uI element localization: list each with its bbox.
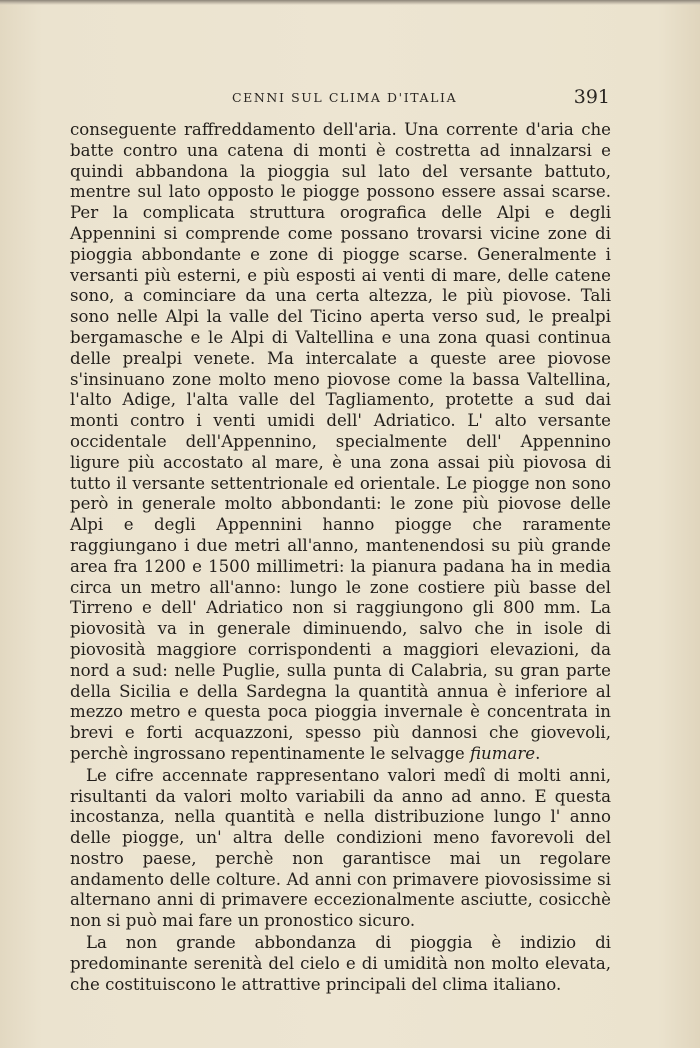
page-top-edge (0, 0, 700, 5)
running-head (70, 86, 610, 112)
paragraph-1-end: . (535, 743, 541, 763)
paragraph-3: La non grande abbondanza di pioggia è indizio di predominante serenità del cielo e di umidità non molto elevata, che costituiscono le attrattive principali del clima italiano. (70, 933, 611, 994)
running-title: CENNI SUL CLIMA D'ITALIA (232, 90, 458, 105)
paragraph-1-italic-word: fiumare (469, 743, 536, 763)
paragraph-1 (70, 120, 611, 765)
page-number: 391 (573, 86, 610, 108)
paragraph-2: Le cifre accennate rappresentano valori medî di molti anni, risultanti da valori molto variabili da anno ad anno. E questa incostanza, nella quantità e nella distribuzione lungo l' anno delle piogge, un' altra delle condizioni meno favorevoli del nostro paese, perchè non garantisce mai un regolare andamento delle colture. Ad anni con primavere piovosissime si alternano anni di primavere eccezionalmente asciutte, cosicchè non si può mai fare un pronostico sicuro. (70, 765, 611, 931)
body-text (70, 120, 611, 995)
paragraph-1-text: conseguente raffreddamento dell'aria. Una corrente d'aria che batte contro una catena di monti è costretta ad innalzarsi e quindi abbandona la pioggia sul lato del versante battuto, mentre sul lato opposto le piogge possono essere assai scarse. Per la complicata struttura orografica delle Alpi e degli Appennini si comprende come possano trovarsi vicine zone di pioggia abbondante e zone di piogge scarse. Generalmente i versanti più esterni, e più esposti ai venti di mare, delle catene sono, a cominciare da una certa altezza, le più piovose. Tali sono nelle Alpi la valle del Ticino aperta verso sud, le prealpi bergamasche e le Alpi di Valtellina e una zona quasi continua delle prealpi venete. Ma intercalate a queste aree piovose s'insinuano zone molto meno piovose come la bassa Valtellina, l'alto Adige, l'alta valle del Tagliamento, protette a sud dai monti contro i venti umidi dell' Adriatico. L' alto versante occidentale dell'Appennino, specialmente dell' Appennino ligure più accostato al mare, è una zona assai più piovosa di tutto il versante settentrionale ed orientale. Le piogge non sono però in generale molto abbondanti: le zone più piovose delle Alpi e degli Appennini hanno piogge che raramente raggiungano i due metri all'anno, mantenendosi su più grande area fra 1200 e 1500 millimetri: la pianura padana ha in media circa un metro all'anno: lungo le zone costiere più basse del Tirreno e dell' Adriatico non si raggiungono gli 800 mm. La piovosità va in generale diminuendo, salvo che in isole di piovosità maggiore corrispondenti a maggiori elevazioni, da nord a sud: nelle Puglie, sulla punta di Calabria, su gran parte della Sicilia e della Sardegna la quantità annua è inferiore al mezzo metro e questa poca pioggia invernale è concentrata in brevi e forti acquazzoni, spesso più dannosi che giovevoli, perchè ingrossano repentinamente le selvagge (70, 120, 611, 763)
